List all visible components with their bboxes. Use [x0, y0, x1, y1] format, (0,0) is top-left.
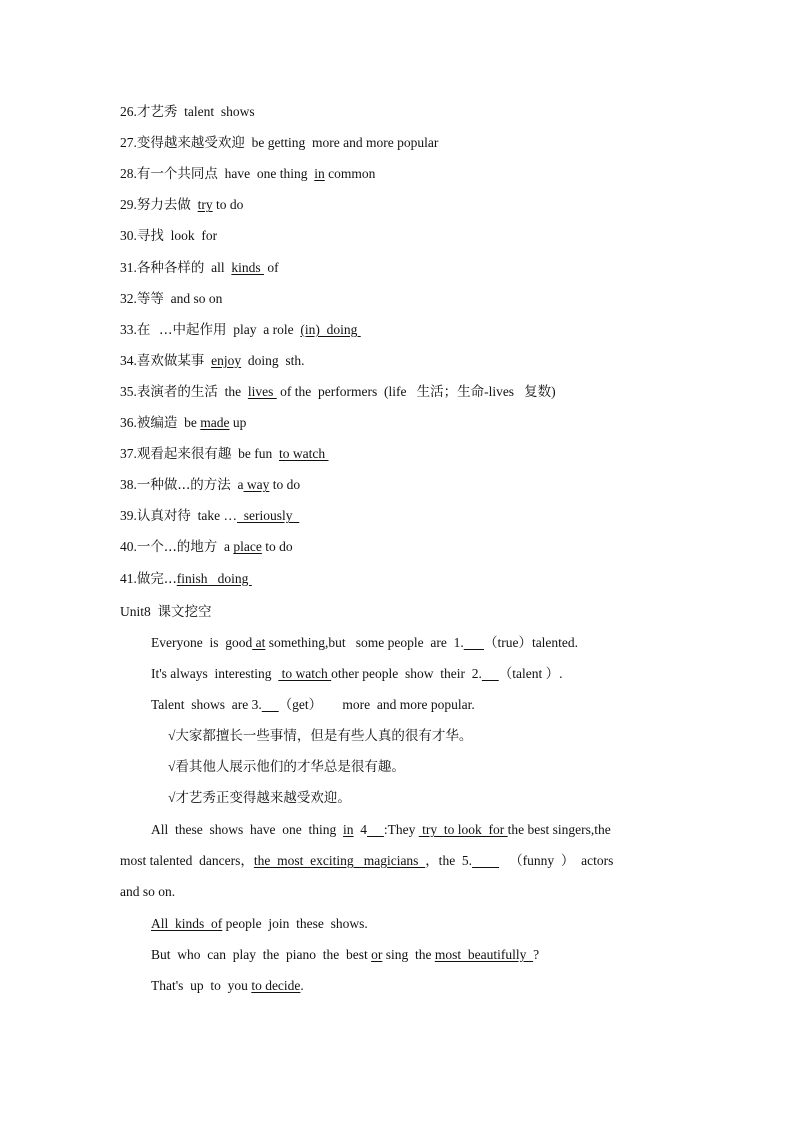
vocab-chinese: 观看起来很有趣: [136, 446, 232, 463]
vocab-english: a: [217, 539, 234, 555]
passage-line: [151, 915, 368, 933]
section-title: Unit8 课文挖空: [120, 604, 212, 619]
vocab-english: the: [217, 383, 248, 399]
passage-text: √才艺秀正变得越来越受欢迎。: [168, 790, 351, 805]
answer-blank: most beautifully: [434, 947, 534, 962]
passage-text: That's up to you: [151, 978, 252, 993]
answer-blank: to watch: [278, 666, 332, 681]
vocab-item: [120, 321, 361, 339]
vocab-number: 40.: [120, 539, 137, 555]
vocab-english: of the performers (life 生活；生命-lives 复数): [276, 383, 556, 399]
vocab-english: to do: [261, 539, 293, 555]
answer-blank: seriously: [237, 508, 300, 524]
passage-text: .: [300, 978, 304, 993]
answer-blank: finish doing: [176, 570, 252, 586]
passage-text: All these shows have one thing: [151, 822, 343, 837]
answer-blank: try: [197, 197, 213, 213]
vocab-number: 35.: [120, 383, 137, 399]
vocab-english: play a role: [226, 321, 301, 337]
vocab-item: [120, 290, 222, 308]
passage-text: ?: [533, 947, 540, 962]
vocab-english: take …: [190, 508, 237, 524]
vocab-number: 33.: [120, 321, 137, 337]
vocab-english: to do: [212, 197, 244, 213]
passage-text: It's always interesting: [151, 666, 279, 681]
passage-line: [151, 821, 611, 839]
vocab-english: doing sth.: [241, 352, 305, 368]
vocab-item: [120, 507, 299, 525]
answer-blank: All kinds of: [151, 916, 223, 931]
vocab-english: talent shows: [177, 104, 255, 119]
vocab-chinese: 各种各样的: [136, 259, 205, 276]
answer-blank: made: [200, 415, 230, 430]
vocab-english: to do: [269, 477, 301, 493]
vocab-english: common: [324, 166, 376, 182]
answer-blank: [464, 635, 484, 650]
answer-blank: at: [252, 635, 266, 650]
vocab-chinese: 表演者的生活: [136, 383, 218, 400]
vocab-number: 34.: [120, 352, 137, 368]
vocab-english: and so on: [163, 290, 223, 306]
vocab-item: [120, 538, 293, 556]
passage-text: :They: [383, 822, 419, 837]
passage-text: √大家都擅长一些事情，但是有些人真的很有才华。: [168, 728, 473, 743]
answer-blank: [367, 822, 384, 837]
vocab-chinese: 有一个共同点: [136, 166, 218, 183]
vocab-chinese: 喜欢做某事: [136, 352, 205, 369]
vocab-number: 37.: [120, 446, 137, 462]
vocab-number: 26.: [120, 104, 137, 119]
passage-text: 4: [353, 822, 367, 837]
vocab-english: be getting more and more popular: [244, 135, 439, 151]
passage-text: the best singers,the: [507, 822, 611, 837]
passage-text: most talented dancers，: [120, 853, 254, 868]
vocab-item: [120, 352, 305, 370]
vocab-chinese: 一种做...的方法: [136, 477, 231, 494]
passage-text: Everyone is good: [151, 635, 253, 650]
vocab-item: [120, 476, 300, 494]
answer-blank: or: [371, 947, 383, 962]
vocab-number: 28.: [120, 166, 137, 182]
vocab-chinese: 一个...的地方: [136, 539, 218, 556]
vocab-english: have one thing: [217, 166, 315, 182]
vocab-item: [120, 196, 243, 214]
vocab-number: 27.: [120, 135, 137, 151]
passage-text: （funny ） actors: [499, 853, 614, 868]
passage-line: [151, 634, 578, 652]
passage-text: But who can play the piano the best: [151, 947, 372, 962]
vocab-english: be fun: [231, 446, 279, 462]
vocab-english: [191, 197, 198, 212]
vocab-chinese: 认真对待: [136, 508, 191, 525]
vocab-number: 39.: [120, 508, 137, 524]
translation-line: [168, 727, 472, 745]
vocab-english: of: [264, 259, 279, 275]
answer-blank: lives: [247, 383, 277, 399]
passage-text: other people show their 2.: [331, 666, 482, 681]
answer-blank: enjoy: [211, 352, 242, 368]
answer-blank: in: [342, 822, 354, 837]
vocab-item: [120, 383, 556, 401]
vocab-number: 30.: [120, 228, 137, 244]
vocab-item: [120, 134, 438, 152]
answer-blank: to decide: [251, 978, 301, 993]
vocab-item: [120, 570, 252, 588]
passage-line: [120, 852, 613, 870]
vocab-number: 29.: [120, 197, 137, 213]
answer-blank: way: [243, 477, 270, 493]
vocab-number: 36.: [120, 415, 137, 430]
vocab-item: [120, 227, 217, 245]
vocab-item: [120, 165, 375, 183]
vocab-chinese: 被编造: [136, 415, 178, 431]
answer-blank: try to look for: [418, 822, 508, 837]
answer-blank: in: [314, 166, 325, 182]
vocab-item: [120, 414, 246, 432]
answer-blank: to watch: [279, 446, 329, 462]
vocab-chinese: 等等: [136, 290, 164, 307]
passage-text: （get） more and more popular.: [278, 697, 475, 712]
vocab-number: 41.: [120, 570, 137, 586]
passage-text: Talent shows are 3.: [151, 697, 262, 712]
passage-line: [120, 883, 175, 901]
vocab-chinese: 变得越来越受欢迎: [136, 135, 245, 152]
vocab-chinese: 才艺秀: [136, 104, 178, 120]
passage-text: （true）talented.: [483, 635, 579, 650]
vocab-chinese: 做完...: [136, 570, 177, 587]
answer-blank: [482, 666, 499, 681]
passage-text: √看其他人展示他们的才华总是很有趣。: [168, 759, 405, 774]
passage-text: something,but some people are 1.: [265, 635, 464, 650]
vocab-chinese: 寻找: [136, 228, 164, 245]
passage-text: and so on.: [120, 884, 176, 899]
passage-line: [151, 977, 304, 995]
answer-blank: [262, 697, 279, 712]
vocab-english: up: [229, 415, 247, 430]
vocab-item: [120, 445, 329, 463]
answer-blank: place: [233, 539, 262, 555]
vocab-chinese: 努力去做: [136, 197, 191, 214]
passage-line: [151, 696, 475, 714]
vocab-item: [120, 103, 255, 121]
answer-blank: kinds: [231, 259, 265, 275]
passage-text: sing the: [382, 947, 435, 962]
passage-line: [151, 946, 539, 964]
vocab-number: 31.: [120, 259, 137, 275]
vocab-english: a: [230, 477, 244, 493]
answer-blank: the most exciting magicians: [253, 853, 426, 868]
answer-blank: (in) doing: [300, 321, 361, 337]
vocab-number: 32.: [120, 290, 137, 306]
vocab-english: be: [177, 415, 201, 430]
vocab-english: look for: [163, 228, 218, 244]
passage-line: [151, 665, 563, 683]
translation-line: [168, 758, 405, 776]
answer-blank: [472, 853, 499, 868]
passage-text: （talent ）.: [498, 666, 563, 681]
translation-line: [168, 789, 351, 807]
vocab-item: [120, 259, 279, 277]
vocab-number: 38.: [120, 477, 137, 493]
vocab-english: all: [204, 259, 232, 275]
vocab-chinese: 在 …中起作用: [136, 321, 227, 338]
passage-text: people join these shows.: [222, 916, 368, 931]
passage-text: ，the 5.: [425, 853, 473, 868]
